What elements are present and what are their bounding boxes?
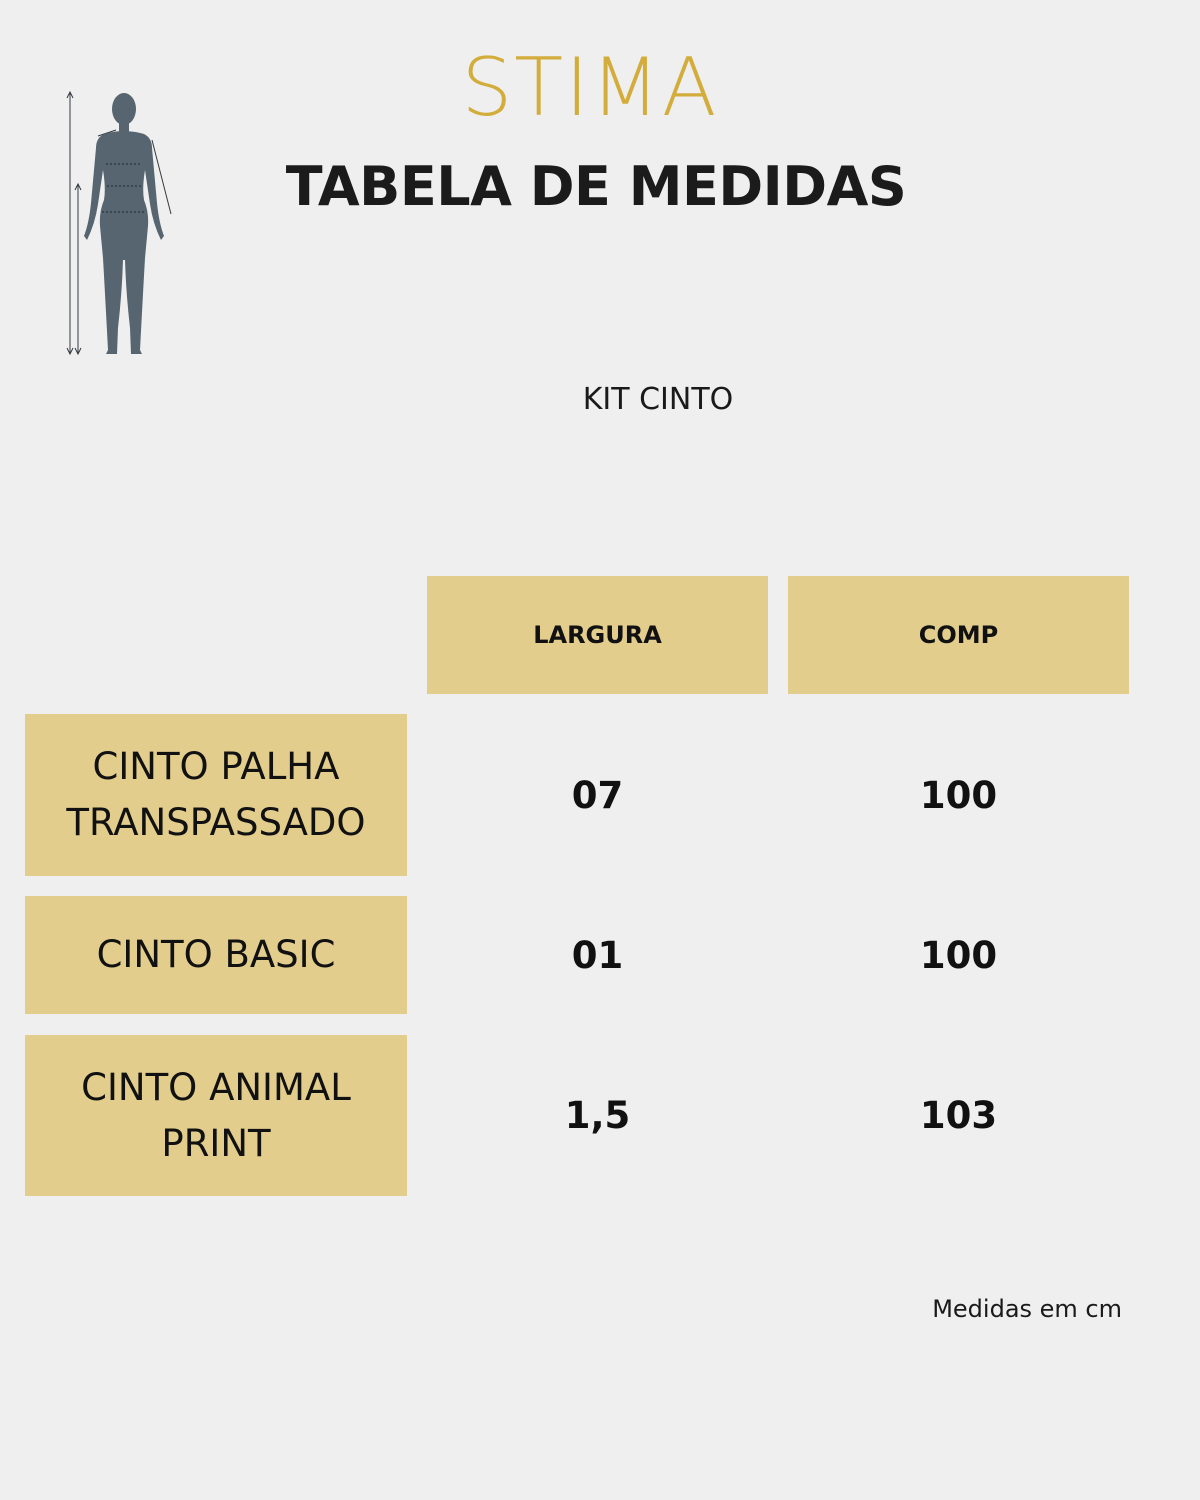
row-label-cinto-palha: CINTO PALHA TRANSPASSADO (25, 714, 407, 876)
cell-comp: 100 (919, 933, 998, 977)
body-measurement-figure-icon (60, 88, 180, 360)
cell-largura: 01 (571, 933, 624, 977)
units-footnote: Medidas em cm (932, 1295, 1122, 1323)
row-label-cinto-animal-print: CINTO ANIMAL PRINT (25, 1035, 407, 1196)
cell-comp: 100 (919, 773, 998, 817)
column-header-comp: COMP (788, 576, 1129, 694)
row-label-cinto-basic: CINTO BASIC (25, 896, 407, 1014)
cell-comp: 103 (919, 1094, 998, 1137)
brand-logo: STIMA (461, 41, 719, 134)
page-title: TABELA DE MEDIDAS (285, 155, 907, 218)
cell-largura: 07 (571, 773, 624, 817)
cell-largura: 1,5 (564, 1094, 631, 1137)
product-subtitle: KIT CINTO (582, 382, 734, 417)
column-header-largura: LARGURA (427, 576, 768, 694)
